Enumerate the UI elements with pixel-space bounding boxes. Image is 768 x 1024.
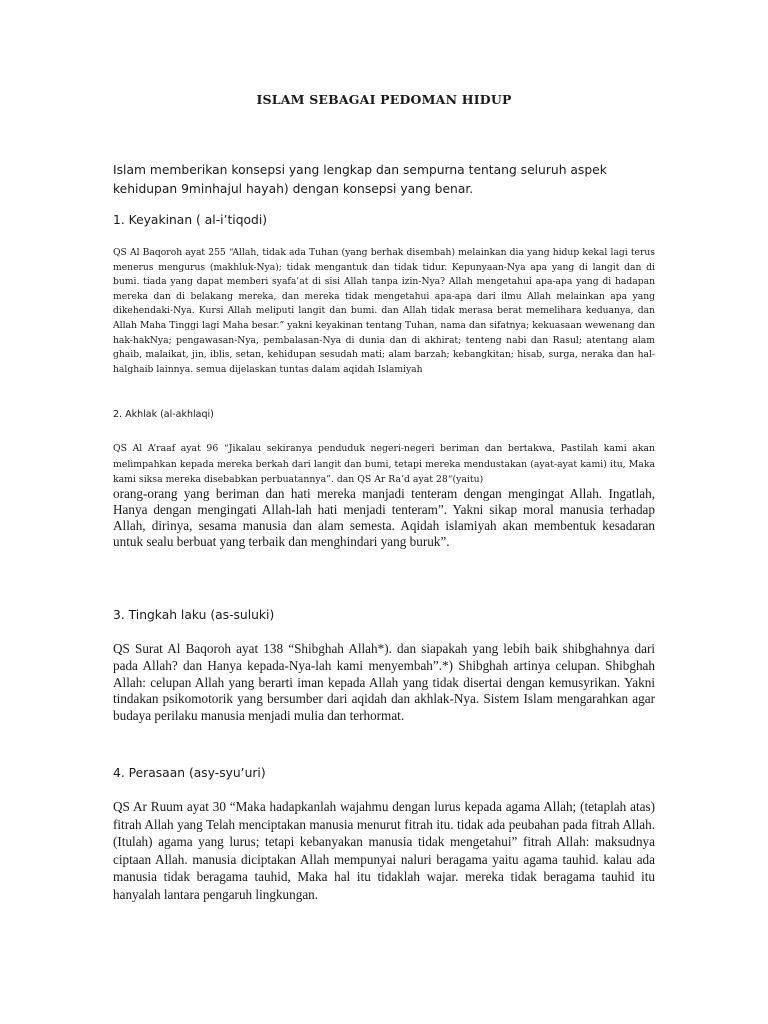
section-body-perasaan: QS Ar Ruum ayat 30 “Maka hadapkanlah wajahmu dengan lurus kepada agama Allah; (tetaplah atas) fitrah Allah yang Telah menciptakan manusia menurut fitrah itu. tidak ada peubahan pada fitrah Allah. (Itulah) agama yang lurus; tetapi kebanyakan manusia tidak mengetahui” fitrah Allah: maksudnya ciptaan Allah. manusia diciptakan Allah mempunyai naluri beragama yaitu agama tauhid. kalau ada manusia tidak beragama tauhid, Maka hal itu tidaklah wajar. mereka tidak beragama tauhid itu hanyalah lantara pengaruh lingkungan. <box>113 799 655 902</box>
section-heading-tingkah-laku: 3. Tingkah laku (as-suluki) <box>113 608 275 622</box>
section-body-akhlak-continued: orang-orang yang beriman dan hati mereka manjadi tenteram dengan mengingat Allah. Ingatlah, Hanya dengan mengingati Allah-lah hati menjadi tenteram”. Yakni sikap moral manusia terhadap Allah, dirinya, sesama manusia dan alam semesta. Aqidah islamiyah akan membentuk kesadaran untuk sealu berbuat yang terbaik dan menghindari yang buruk”. <box>113 486 655 549</box>
section-heading-akhlak: 2. Akhlak (al-akhlaqi) <box>113 409 214 420</box>
section-body-akhlak: QS Al A’raaf ayat 96 “Jikalau sekiranya penduduk negeri-negeri beriman dan bertakwa, Pastilah kami akan melimpahkan kepada mereka berkah dari langit dan bumi, tetapi mereka mendustakan (ayat-ayat kami) itu, Maka kami siksa mereka disebabkan perbuatannya”. dan QS Ar Ra’d ayat 28“(yaitu) <box>113 443 655 486</box>
intro-paragraph: Islam memberikan konsepsi yang lengkap dan sempurna tentang seluruh aspek kehidupan 9minhajul hayah) dengan konsepsi yang benar. <box>113 163 607 196</box>
section-body-tingkah-laku: QS Surat Al Baqoroh ayat 138 “Shibghah Allah*). dan siapakah yang lebih baik shibghahnya dari pada Allah? dan Hanya kepada-Nya-lah kami menyembah”.*) Shibghah artinya celupan. Shibghah Allah: celupan Allah yang berarti iman kepada Allah yang tidak disertai dengan kemusyrikan. Yakni tindakan psikomotorik yang bersumber dari aqidah dan akhlak-Nya. Sistem Islam mengarahkan agar budaya perilaku manusia menjadi mulia dan terhormat. <box>113 641 655 724</box>
section-heading-keyakinan: 1. Keyakinan ( al-i’tiqodi) <box>113 213 268 227</box>
document-title: ISLAM SEBAGAI PEDOMAN HIDUP <box>256 92 512 107</box>
section-heading-perasaan: 4. Perasaan (asy-syu’uri) <box>113 766 266 780</box>
section-body-keyakinan: QS Al Baqoroh ayat 255 “Allah, tidak ada Tuhan (yang berhak disembah) melainkan dia yang hidup kekal lagi terus menerus mengurus (makhluk-Nya); tidak mengantuk dan tidak tidur. Kepunyaan-Nya apa yang di langit dan di bumi. tiada yang dapat memberi syafa’at di sisi Allah tanpa izin-Nya? Allah mengetahui apa-apa yang di hadapan mereka dan di belakang mereka, dan mereka tidak mengetahui apa-apa dari ilmu Allah melainkan apa yang dikehendaki-Nya. Kursi Allah meliputi langit dan bumi. dan Allah tidak merasa berat memelihara keduanya, dan Allah Maha Tinggi lagi Maha besar.” yakni keyakinan tentang Tuhan, nama dan sifatnya; kekuasaan wewenang dan hak-hakNya; pengawasan-Nya, pembalasan-Nya di dunia dan di akhirat; tenteng nabi dan Rasul; atentang alam ghaib, malaikat, jin, iblis, setan, kehidupan sesudah mati; alam barzah; kebangkitan; hisab, surga, neraka dan hal-halghaib lainnya. semua dijelaskan tuntas dalam aqidah Islamiyah <box>113 247 655 375</box>
